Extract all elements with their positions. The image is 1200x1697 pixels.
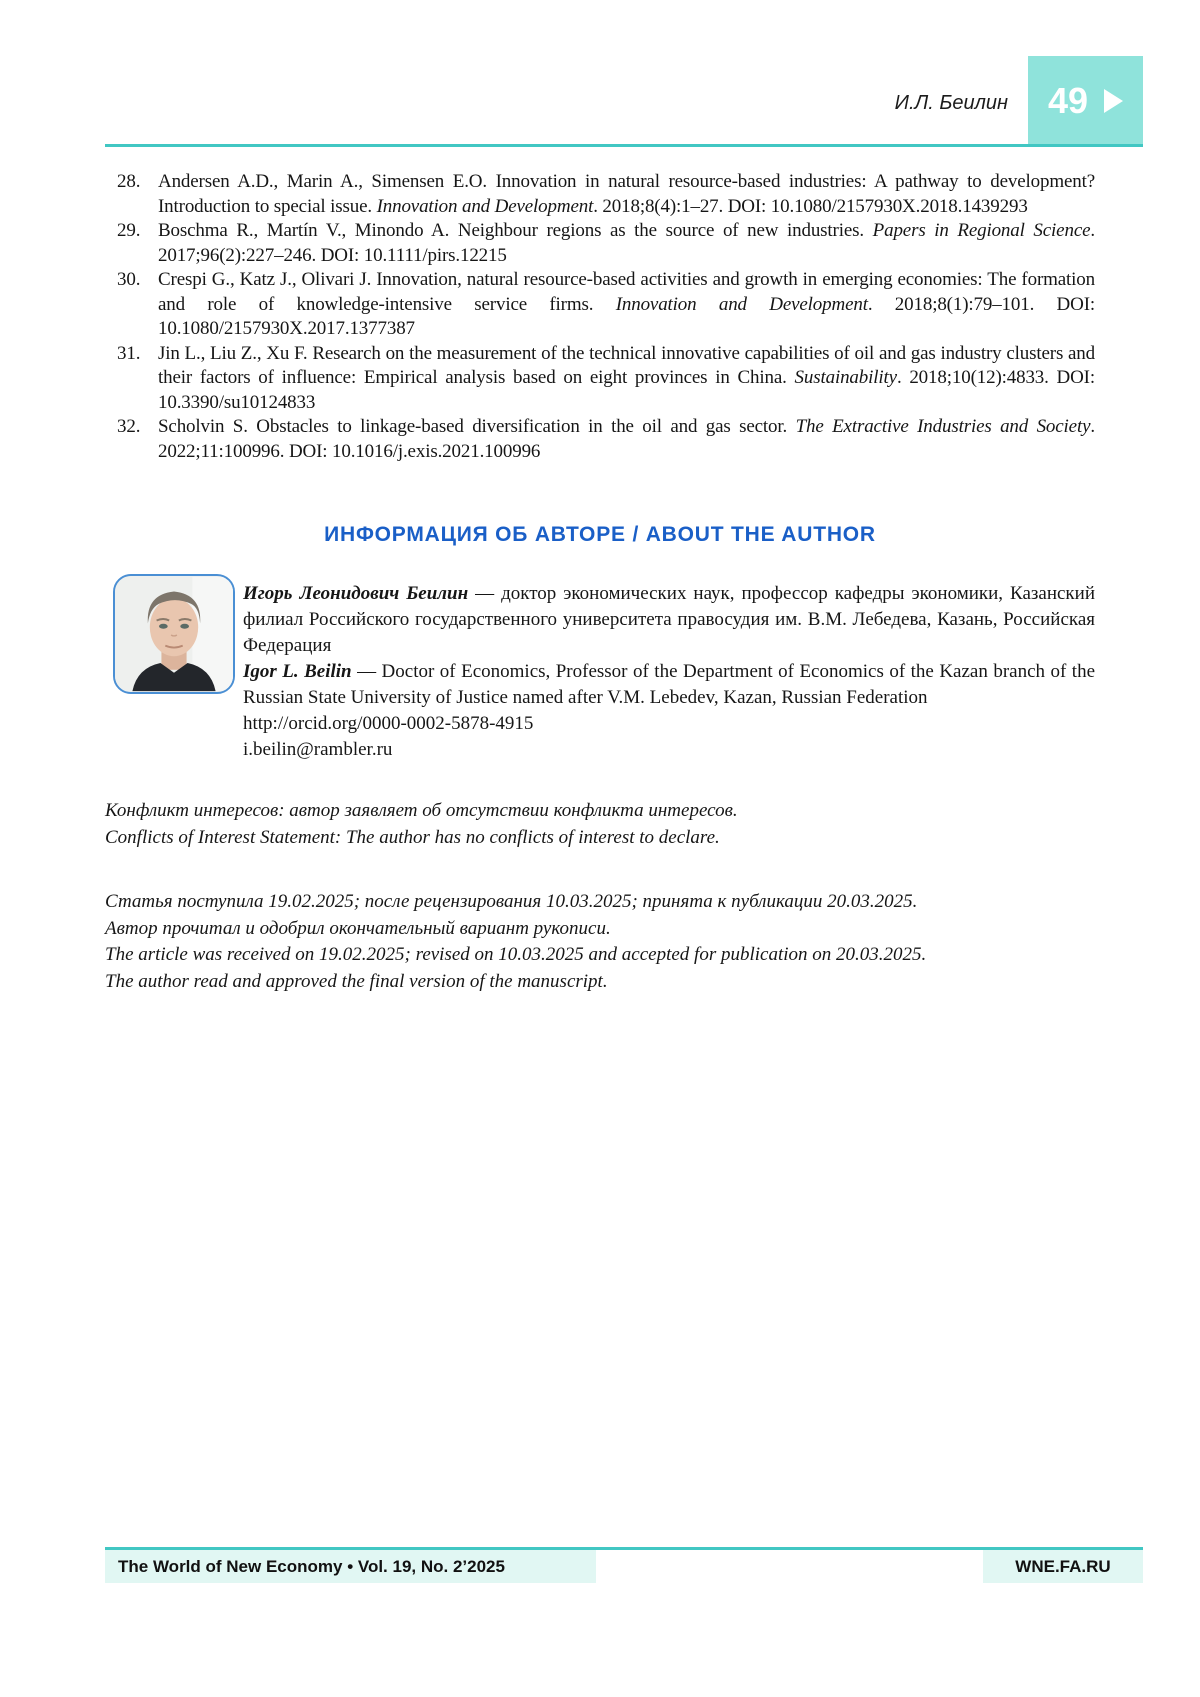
dates-ru-line1: Статья поступила 19.02.2025; после рецензирования 10.03.2025; принята к публикации 20.03.2025. xyxy=(105,891,918,912)
conflict-en: Conflicts of Interest Statement: The author has no conflicts of interest to declare. xyxy=(105,827,720,848)
author-orcid: http://orcid.org/0000-0002-5878-4915 xyxy=(243,713,534,734)
reference-text: Scholvin S. Obstacles to linkage-based diversification in the oil and gas sector. The Extractive Industries and Society. 2022;11:100996. DOI: 10.1016/j.exis.2021.100996 xyxy=(158,416,1095,462)
author-info xyxy=(243,581,1095,763)
author-bio-en-text: — Doctor of Economics, Professor of the Department of Economics of the Kazan branch of the Russian State University of Justice named after V.M. Lebedev, Kazan, Russian Federation xyxy=(243,661,1096,708)
section-heading: ИНФОРМАЦИЯ ОБ АВТОРЕ / ABOUT THE AUTHOR xyxy=(324,523,876,546)
reference-item xyxy=(105,170,1095,219)
page-number-box xyxy=(1028,56,1143,146)
article-dates xyxy=(105,889,1095,995)
reference-number: 30. xyxy=(117,269,141,290)
reference-number: 28. xyxy=(117,171,141,192)
header-rule xyxy=(105,144,1143,147)
reference-text: Boschma R., Martín V., Minondo A. Neighbour regions as the source of new industries. Papers in Regional Science. 2017;96(2):227–246. DOI: 10.1111/pirs.12215 xyxy=(158,220,1095,266)
author-bio-ru xyxy=(243,581,1095,659)
reference-text: Crespi G., Katz J., Olivari J. Innovation, natural resource-based activities and growth in emerging economies: The formation and role of knowledge-intensive service firms. Innovation and Development. 2018;8(1):79–101. DOI: 10.1080/2157930X.2017.1377387 xyxy=(158,269,1095,339)
dates-ru-line2: Автор прочитал и одобрил окончательный вариант рукописи. xyxy=(105,917,611,939)
reference-text: Andersen A.D., Marin A., Simensen E.O. Innovation in natural resource-based industries: A pathway to development? Introduction to special issue. Innovation and Development. 2018;8(4):1–27. DOI: 10.1080/2157930X.2018.1439293 xyxy=(158,171,1095,217)
author-bio-ru-text: — доктор экономических наук, профессор кафедры экономики, Казанский филиал Российского государственного университета правосудия им. В.М. Лебедева, Казань, Российская Федерация xyxy=(243,583,1095,656)
page-forward-icon xyxy=(1104,89,1123,113)
reference-list xyxy=(105,170,1095,464)
author-portrait-illustration xyxy=(115,576,233,692)
page-number: 49 xyxy=(1047,80,1089,121)
footer-site-text: WNE.FA.RU xyxy=(1015,1556,1111,1576)
author-name-en: Igor L. Beilin xyxy=(243,661,352,682)
reference-item xyxy=(105,219,1095,268)
reference-number: 32. xyxy=(117,416,141,437)
reference-item xyxy=(105,342,1095,416)
reference-text: Jin L., Liu Z., Xu F. Research on the measurement of the technical innovative capabilities of oil and gas industry clusters and their factors of influence: Empirical analysis based on eight provinces in China. Sustainability. 2018;10(12):4833. DOI: 10.3390/su10124833 xyxy=(158,342,1095,413)
author-photo xyxy=(113,574,235,694)
reference-item xyxy=(105,415,1095,464)
footer-journal-bar xyxy=(105,1550,596,1583)
reference-item xyxy=(105,268,1095,342)
dates-en-line2: The author read and approved the final version of the manuscript. xyxy=(105,970,608,992)
reference-number: 31. xyxy=(117,342,141,364)
footer-site-bar xyxy=(983,1550,1143,1583)
author-email: i.beilin@rambler.ru xyxy=(243,739,393,760)
conflict-of-interest xyxy=(105,797,1095,851)
running-head-author: И.Л. Беилин xyxy=(894,92,1008,114)
author-bio-en xyxy=(243,659,1095,711)
footer-journal-text: The World of New Economy • Vol. 19, No. 2’2025 xyxy=(118,1556,505,1576)
dates-en-line1: The article was received on 19.02.2025; revised on 10.03.2025 and accepted for publication on 20.03.2025. xyxy=(105,944,927,965)
reference-number: 29. xyxy=(117,220,141,241)
author-name-ru: Игорь Леонидович Беилин xyxy=(243,583,469,604)
conflict-ru: Конфликт интересов: автор заявляет об отсутствии конфликта интересов. xyxy=(105,800,738,821)
